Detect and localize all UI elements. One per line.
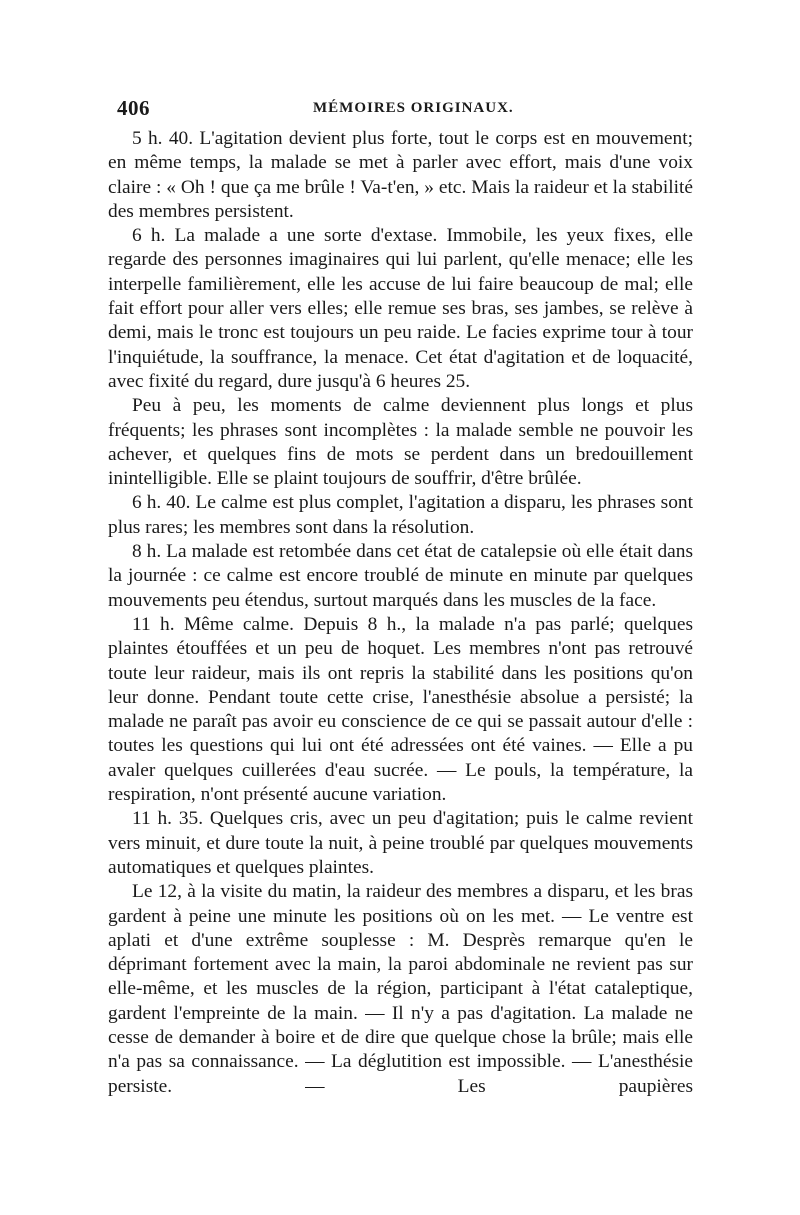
running-title: MÉMOIRES ORIGINAUX. (313, 100, 514, 116)
paragraph-11h35: 11 h. 35. Quelques cris, avec un peu d'agitation; puis le calme revient vers minuit, et dure toute la nuit, à peine troublé par quelques mouvements automatiques et quelques plaintes. (108, 808, 693, 878)
paragraph-11h: 11 h. Même calme. Depuis 8 h., la malade n'a pas parlé; quelques plaintes étouffées et un peu de hoquet. Les membres n'ont pas retrouvé toute leur raideur, mais ils ont repris la stabilité dans les positions qu'on leur donne. Pendant toute cette crise, l'anesthésie absolue a persisté; la malade ne paraît pas avoir eu conscience de ce qui se passait autour d'elle : toutes les questions qui lui ont été adressées ont été vaines. — Elle a pu avaler quelques cuillerées d'eau sucrée. — Le pouls, la température, la respiration, n'ont présenté aucune variation. (108, 613, 693, 806)
paragraph-6h: 6 h. La malade a une sorte d'extase. Immobile, les yeux fixes, elle regarde des personnes imaginaires qui lui parlent, qu'elle menace; elle les interpelle familièrement, elle les accuse de lui faire beaucoup de mal; elle fait effort pour aller vers elles; elle remue ses bras, ses jambes, se relève à demi, mais le tronc est toujours un peu raide. Le facies exprime tour à tour l'inquiétude, la souffrance, la menace. Cet état d'agitation et de loquacité, avec fixité du regard, dure jusqu'à 6 heures 25. (108, 225, 693, 392)
paragraph-8h: 8 h. La malade est retombée dans cet état de catalepsie où elle était dans la journée : ce calme est encore troublé de minute en minute par quelques mouvements peu étendus, surtout marqués dans les muscles de la face. (108, 541, 693, 611)
paragraph-le-12: Le 12, à la visite du matin, la raideur des membres a disparu, et les bras gardent à peine une minute les positions où on les met. — Le ventre est aplati et d'une extrême souplesse : M. Desprès remarque qu'en le déprimant fortement avec la main, la paroi abdominale ne revient pas sur elle-même, et les muscles de la région, participant à l'état cataleptique, gardent l'empreinte de la main. — Il n'y a pas d'agitation. La malade ne cesse de demander à boire et de dire que quelque chose la brûle; mais elle n'a pas sa connaissance. — La déglutition est impossible. — L'anesthésie persiste. — Les paupières (108, 881, 693, 1097)
paragraph-6h40: 6 h. 40. Le calme est plus complet, l'agitation a disparu, les phrases sont plus rares; les membres sont dans la résolution. (108, 492, 693, 538)
page-number: 406 (117, 96, 150, 120)
body-text (108, 127, 693, 1099)
paragraph-5h40: 5 h. 40. L'agitation devient plus forte, tout le corps est en mouvement; en même temps, la malade se met à parler avec effort, mais d'une voix claire : « Oh ! que ça me brûle ! Va-t'en, » etc. Mais la raideur et la stabilité des membres persistent. (108, 128, 693, 222)
paragraph-peu-a-peu: Peu à peu, les moments de calme deviennent plus longs et plus fréquents; les phrases sont incomplètes : la malade semble ne pouvoir les achever, et quelques fins de mots se perdent dans un bredouillement inintelligible. Elle se plaint toujours de souffrir, d'être brûlée. (108, 395, 693, 490)
running-head (117, 96, 697, 122)
